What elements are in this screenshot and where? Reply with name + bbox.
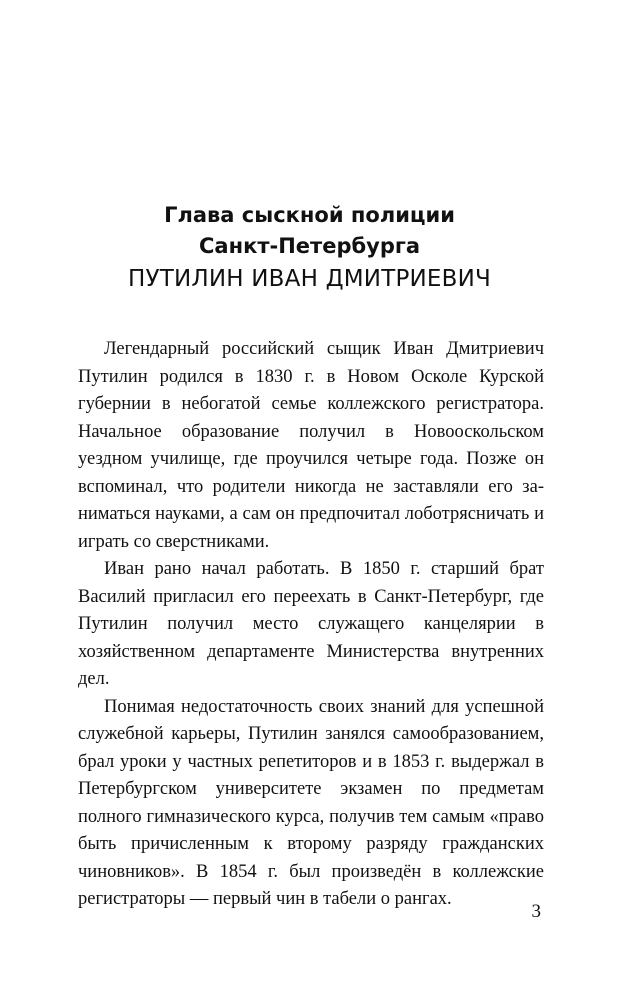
body-text xyxy=(78,336,544,914)
page-number: 3 xyxy=(531,901,541,922)
chapter-subtitle-line-2: Санкт-Петербурга xyxy=(198,234,421,258)
paragraph-1: Легендарный российский сыщик Иван Дмитриевич Путилин родился в 1830 г. в Новом Осколе Курской губернии в небогатой семье коллежского регистратора. Начальное образование получил в Новооскольском уездном училище, где проучился четыре года. Позже он вспоминал, что родители никогда не заставляли его заниматься науками, а сам он предпочитал лоботрясничать и играть со сверстниками. xyxy=(78,339,544,552)
paragraph-3: Понимая недостаточность своих знаний для успешной служебной карьеры, Путилин занялся самообразованием, брал уроки у частных репетиторов и в 1853 г. выдержал в Петербургском университете экзамен по предметам полного гимназического курса, получив тем самым «право быть причисленным к второму разряду гражданских чиновников». В 1854 г. был произведён в коллежские регистраторы — первый чин в табели о рангах. xyxy=(78,696,544,909)
chapter-title-name: ПУТИЛИН ИВАН ДМИТРИЕВИЧ xyxy=(127,266,492,292)
paragraph-2: Иван рано начал работать. В 1850 г. старший брат Василий пригласил его переехать в Санкт-Петербург, где Путилин получил место служащего канцелярии в хозяйственном департаменте Министерства внутренних дел. xyxy=(78,559,544,689)
chapter-subtitle-line-1: Глава сыскной полиции xyxy=(164,203,455,227)
